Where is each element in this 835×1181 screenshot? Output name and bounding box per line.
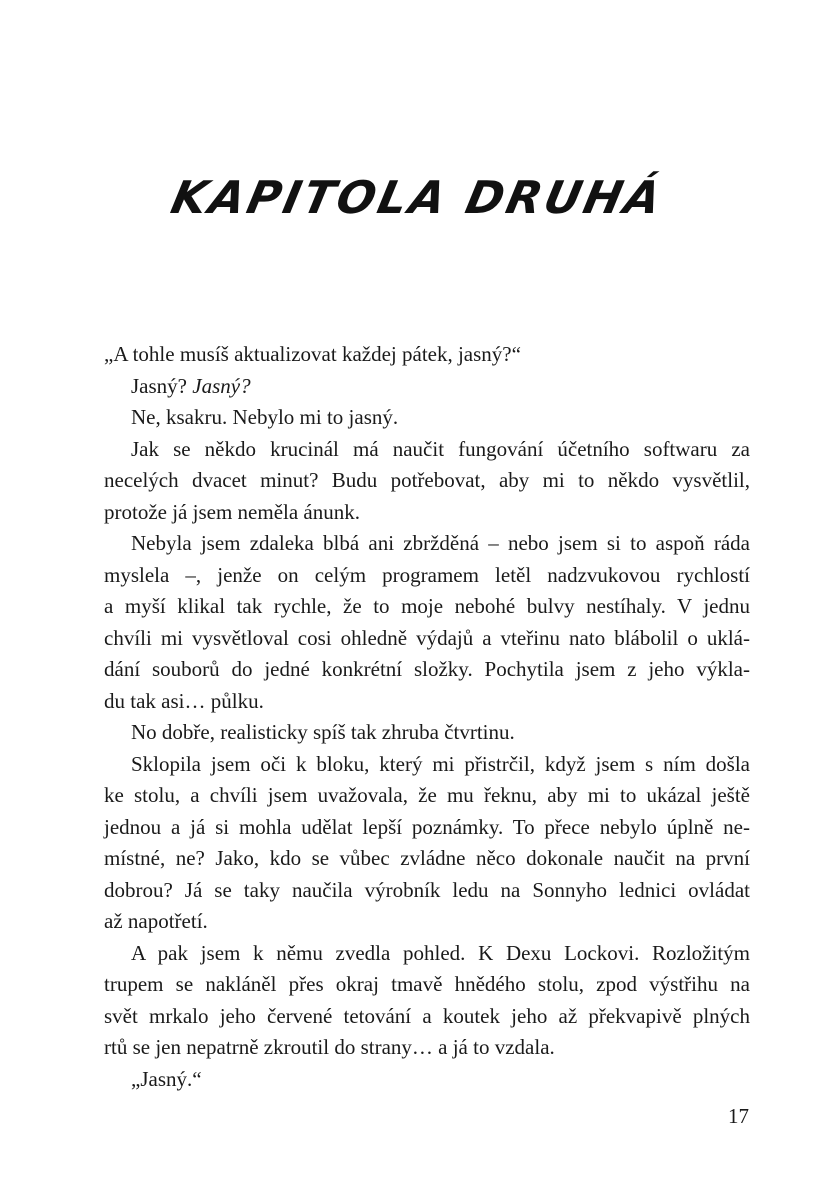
text-line: necelých dvacet minut? Budu potřebovat, aby mi to někdo vysvětlil, <box>104 468 750 492</box>
text-line: Nebyla jsem zdaleka blbá ani zbržděná – nebo jsem si to aspoň ráda <box>131 531 750 555</box>
body-text <box>104 339 750 1095</box>
text-line <box>104 371 750 403</box>
text-line: A pak jsem k němu zvedla pohled. K Dexu Lockovi. Rozložitým <box>131 940 750 965</box>
paragraph-4 <box>104 434 750 529</box>
text-line: trupem se nakláněl přes okraj tmavě hnědého stolu, zpod výstřihu na <box>104 972 750 996</box>
text-line: rtů se jen nepatrně zkroutil do strany… a já to vzdala. <box>104 1035 555 1059</box>
paragraph-6 <box>104 717 750 749</box>
text-line: „Jasný.“ <box>131 1066 202 1091</box>
text-line: No dobře, realisticky spíš tak zhruba čtvrtinu. <box>131 720 515 744</box>
paragraph-2 <box>104 371 750 403</box>
chapter-title: KAPITOLA DRUHÁ <box>166 171 669 224</box>
text-line: chvíli mi vysvětloval cosi ohledně výdajů a vteřinu nato blábolil o uklá- <box>104 625 750 650</box>
text-line: protože já jsem neměla ánunk. <box>104 499 360 524</box>
paragraph-8 <box>104 938 750 1064</box>
text-line: a myší klikal tak rychle, že to moje nebohé bulvy nestíhaly. V jednu <box>104 594 750 618</box>
text-line: dobrou? Já se taky naučila výrobník ledu na Sonnyho lednici ovládat <box>104 877 750 902</box>
italic-fragment: Jasný? <box>192 373 251 398</box>
paragraph-7 <box>104 749 750 938</box>
text-line: až napotřetí. <box>104 909 208 933</box>
paragraph-3 <box>104 402 750 434</box>
page-number: 17 <box>728 1104 749 1128</box>
paragraph-9 <box>104 1064 750 1096</box>
text-line: „A tohle musíš aktualizovat každej pátek, jasný?“ <box>104 342 521 366</box>
text-line: myslela –, jenže on celým programem letěl nadzvukovou rychlostí <box>104 562 750 587</box>
text-line: Ne, ksakru. Nebylo mi to jasný. <box>131 405 399 429</box>
text-fragment: Jasný? <box>131 373 193 398</box>
text-line: Jak se někdo krucinál má naučit fungování účetního softwaru za <box>131 436 750 461</box>
text-line: jednou a já si mohla udělat lepší poznámky. To přece nebylo úplně ne- <box>104 814 750 839</box>
text-line: místné, ne? Jako, kdo se vůbec zvládne něco dokonale naučit na první <box>104 846 750 870</box>
text-line: Sklopila jsem oči k bloku, který mi přistrčil, když jsem s ním došla <box>131 751 750 776</box>
text-line: svět mrkalo jeho červené tetování a koutek jeho až překvapivě plných <box>104 1003 750 1028</box>
paragraph-5 <box>104 528 750 717</box>
text-line: dání souborů do jedné konkrétní složky. Pochytila jsem z jeho výkla- <box>104 657 750 681</box>
text-line: du tak asi… půlku. <box>104 688 264 713</box>
text-line: ke stolu, a chvíli jsem uvažovala, že mu řeknu, aby mi to ukázal ještě <box>104 783 750 807</box>
paragraph-1 <box>104 339 750 371</box>
